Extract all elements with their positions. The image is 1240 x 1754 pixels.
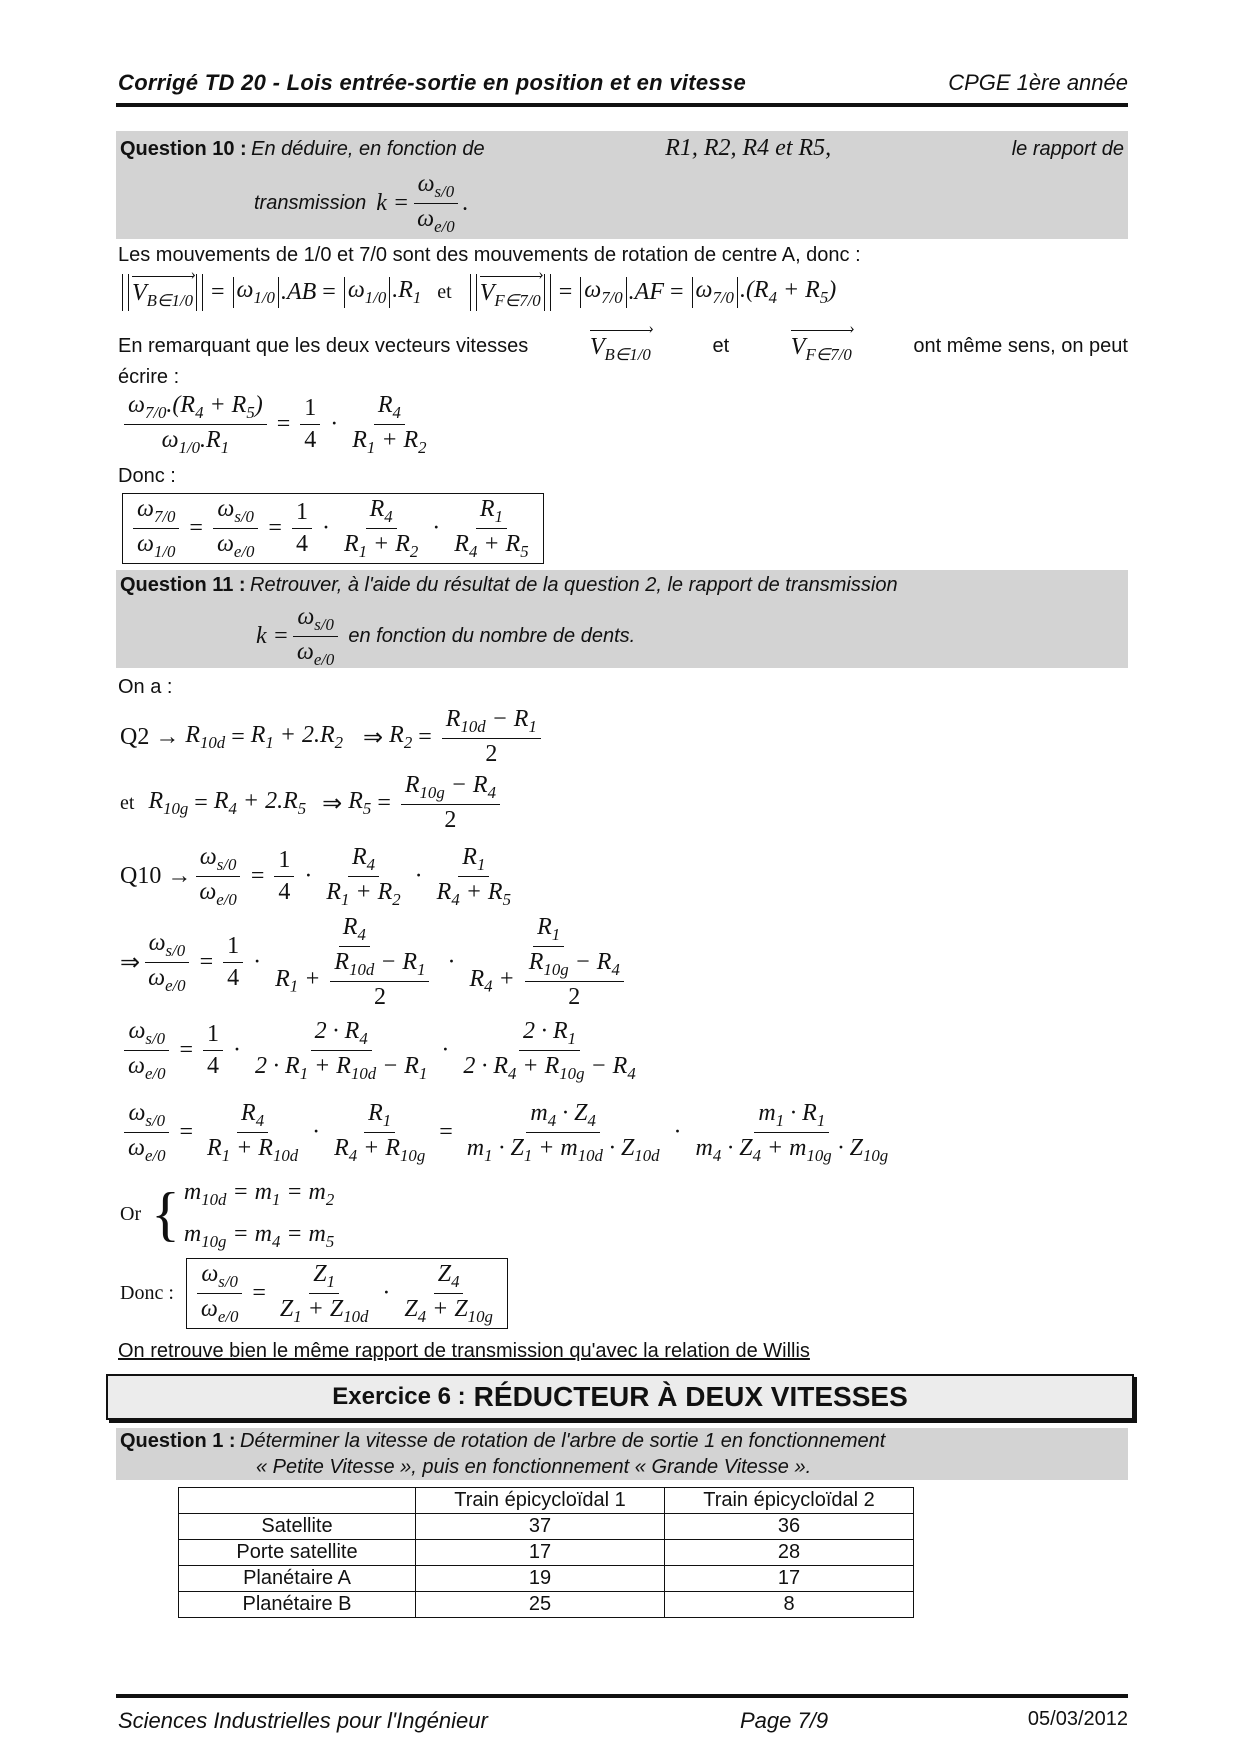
boxed-result-q10: $\frac{\omega_{7/0}}{\omega_{1/0}}$ = $\frac{\omega_{s/0}}{\omega_{e/0}}$ = $\frac{1}{4}$ · $\frac{R_4}{R_1 + R_2}$ · $\frac{R_1}{R_4 + R_5}$	[122, 493, 544, 564]
equation-simplified-2: $\frac{\omega_{s/0}}{\omega_{e/0}}$ = $\frac{R_4}{R_1 + R_{10d}}$ · $\frac{R_1}{R_4 + R_{10g}}$ = $\frac{m_4 \cdot Z_4}{m_1 \cdot Z_1 + m_{10d} \cdot Z_{10d}}$ · $\frac{m_1 \cdot R_1}{m_4 \cdot Z_4 + m_{10g} \cdot Z_{10g}}$	[120, 1100, 896, 1165]
table-cell: 37	[416, 1514, 665, 1540]
question-11-label: Question 11 :	[120, 574, 246, 596]
table-header-row	[179, 1488, 914, 1514]
equation-q2-r2: Q2 → $R_{10d}$ = $R_1 + 2.R_2$ ⇒ $R_2$ = $\frac{R_{10d} - R_1}{2}$	[120, 706, 545, 769]
table-header-cell: Train épicycloïdal 2	[665, 1488, 914, 1514]
text-line-2-end: écrire :	[118, 366, 180, 388]
table-row	[179, 1514, 914, 1540]
question-1-label: Question 1 :	[120, 1430, 236, 1452]
table-cell: Porte satellite	[179, 1540, 416, 1566]
text-on-a: On a :	[118, 676, 173, 698]
equation-q10-recall: Q10 → $\frac{\omega_{s/0}}{\omega_{e/0}}$ = $\frac{1}{4}$ · $\frac{R_4}{R_1 + R_2}$ · $\frac{R_1}{R_4 + R_5}$	[120, 844, 511, 909]
table-cell: 25	[416, 1592, 665, 1618]
gear-teeth-table	[178, 1487, 914, 1618]
table-row	[179, 1540, 914, 1566]
table-cell: 17	[416, 1540, 665, 1566]
boxed-result-q11: Donc : $\frac{\omega_{s/0}}{\omega_{e/0}}$ = $\frac{Z_1}{Z_1 + Z_{10d}}$ · $\frac{Z_4}{Z_4 + Z_{10g}}$	[120, 1258, 508, 1329]
velocity-norm-equation: $V_{B\in 1/0}$ › = $\omega_{1/0}$ .AB = $\omega_{1/0}$ $.R_1$ et $V_{F\in 7/0}$ › = $\omega_{7/0}$ .AF = $\omega_{7/0}$ $.(R_4 + R_5)$	[120, 274, 836, 311]
footer-rule	[116, 1694, 1128, 1698]
header-title: Corrigé TD 20 - Lois entrée-sortie en position et en vitesse	[118, 70, 747, 95]
conclusion-text: On retrouve bien le même rapport de transmission qu'avec la relation de Willis	[118, 1340, 810, 1362]
table-header-cell	[179, 1488, 416, 1514]
equation-simplified-1: $\frac{\omega_{s/0}}{\omega_{e/0}}$ = $\frac{1}{4}$ · $\frac{2 \cdot R_4}{2 \cdot R_1 + R_{10d} - R_1}$ · $\frac{2 \cdot R_1}{2 \cdot R_4 + R_{10g} - R_4}$	[120, 1018, 644, 1083]
question-11-text: Retrouver, à l'aide du résultat de la question 2, le rapport de transmission	[250, 574, 898, 596]
footer-page-number: Page 7/9	[740, 1708, 829, 1733]
table-cell: 17	[665, 1566, 914, 1592]
equation-omega-ratio-1: $\frac{\omega_{7/0}.(R_4 + R_5)}{\omega_{1/0}.R_1}$ = $\frac{1}{4}$ · $\frac{R_4}{R_1 + R_2}$	[120, 392, 435, 457]
equation-modules: Or { $m_{10d} = m_1 = m_2$ $m_{10g} = m_4 = m_5$	[120, 1179, 335, 1252]
question-10-r-list: R1, R2, R4 et R5,	[665, 135, 832, 161]
equation-r5: et $R_{10g}$ = $R_4 + 2.R_5$ ⇒ $R_5$ = $\frac{R_{10g} - R_4}{2}$	[120, 772, 504, 835]
question-11-text-2: en fonction du nombre de dents.	[348, 625, 636, 648]
table-cell: Satellite	[179, 1514, 416, 1540]
table-row	[179, 1566, 914, 1592]
footer-left: Sciences Industrielles pour l'Ingénieur	[118, 1708, 488, 1733]
table-header-cell: Train épicycloïdal 1	[416, 1488, 665, 1514]
exercise-title: RÉDUCTEUR À DEUX VITESSES	[473, 1381, 908, 1412]
question-1-text: Déterminer la vitesse de rotation de l'arbre de sortie 1 en fonctionnement	[240, 1430, 886, 1452]
table-cell: 36	[665, 1514, 914, 1540]
table-row	[179, 1592, 914, 1618]
text-line-2: En remarquant que les deux vecteurs vitesses $V_{B\in 1/0}$ › et $V_{F\in 7/0}$ › ont même sens, on peut	[118, 328, 1128, 365]
ratio-k-fraction: $\frac{\omega_{s/0}}{\omega_{e/0}}$	[413, 171, 458, 236]
table-cell: 28	[665, 1540, 914, 1566]
footer-date: 05/03/2012	[1027, 1708, 1128, 1730]
question-1-box	[116, 1428, 1128, 1480]
question-10-label: Question 10 :	[120, 138, 247, 160]
exercise-label: Exercice 6 :	[332, 1383, 466, 1410]
question-10-text: En déduire, en fonction de	[251, 138, 485, 160]
table-cell: 8	[665, 1592, 914, 1618]
equation-substitution: ⇒ $\frac{\omega_{s/0}}{\omega_{e/0}}$ = $\frac{1}{4}$ · $R_4$ $R_1$ + $\frac{R_{10d} - R_1}{2}$ · $R_1$ $R_4$ + $\frac{R_{10g} - R_4}{2}$	[120, 914, 636, 1012]
header-rule	[116, 103, 1128, 107]
text-line-1: Les mouvements de 1/0 et 7/0 sont des mouvements de rotation de centre A, donc :	[118, 244, 861, 266]
header-course: CPGE 1ère année	[948, 70, 1128, 95]
table-cell: Planétaire A	[179, 1566, 416, 1592]
question-11-box: Question 11 : Retrouver, à l'aide du résultat de la question 2, le rapport de transmission k = $\frac{\omega_{s/0}}{\omega_{e/0}}$ en fonction du nombre de dents.	[116, 570, 1128, 668]
table-cell: 19	[416, 1566, 665, 1592]
table-cell: Planétaire B	[179, 1592, 416, 1618]
question-10-box: Question 10 : En déduire, en fonction de R1, R2, R4 et R5, le rapport de transmission k = $\frac{\omega_{s/0}}{\omega_{e/0}}$ .	[116, 131, 1128, 239]
exercise-title-box	[106, 1374, 1134, 1420]
text-donc-1: Donc :	[118, 465, 176, 487]
question-1-text-2: « Petite Vitesse », puis en fonctionnement « Grande Vitesse ».	[256, 1456, 812, 1478]
